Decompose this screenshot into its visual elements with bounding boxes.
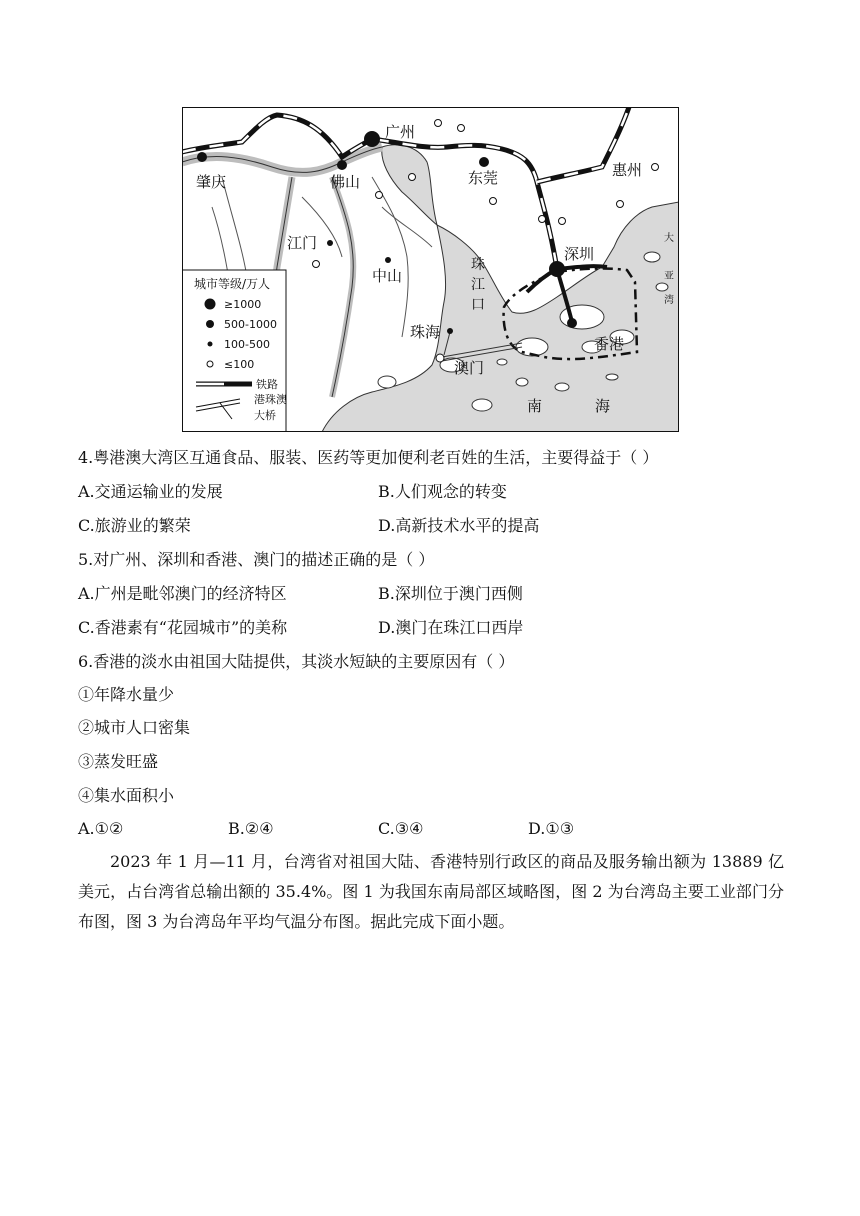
legend-railway: 铁路 bbox=[256, 378, 278, 391]
question-6-item-4: ④集水面积小 bbox=[78, 786, 175, 805]
guangzhou-marker bbox=[364, 131, 380, 147]
water-label-dayawan: 亚 bbox=[664, 271, 674, 282]
legend-title: 城市等级/万人 bbox=[194, 277, 271, 291]
question-6-stem: 6.香港的淡水由祖国大陆提供，其淡水短缺的主要原因有（ ） bbox=[78, 652, 515, 671]
legend-tier1: ≥1000 bbox=[224, 298, 262, 311]
water-label-zhujiangkou: 珠 bbox=[471, 257, 485, 273]
city-label-foshan: 佛山 bbox=[330, 173, 361, 191]
water-label-nanhai: 海 bbox=[595, 397, 611, 415]
legend-bridge: 港珠澳 bbox=[254, 393, 287, 406]
question-6-item-3: ③蒸发旺盛 bbox=[78, 752, 159, 771]
water-label-zhujiangkou: 口 bbox=[471, 297, 485, 313]
question-4-option-c[interactable]: C.旅游业的繁荣 bbox=[78, 516, 191, 535]
city-label-aomen: 澳门 bbox=[454, 359, 485, 377]
foshan-marker bbox=[337, 160, 347, 170]
water-label-dayawan: 大 bbox=[664, 233, 674, 244]
question-4-stem: 4.粤港澳大湾区互通食品、服装、医药等更加便利老百姓的生活，主要得益于（ ） bbox=[78, 448, 659, 467]
question-4-option-d[interactable]: D.高新技术水平的提高 bbox=[378, 516, 540, 535]
question-5-option-b[interactable]: B.深圳位于澳门西侧 bbox=[378, 584, 523, 603]
water-label-zhujiangkou: 江 bbox=[471, 277, 485, 293]
shenzhen-marker bbox=[549, 261, 565, 277]
zhuhai-marker bbox=[447, 328, 453, 334]
city-label-jiangmen: 江门 bbox=[287, 234, 318, 252]
aomen-marker bbox=[436, 354, 444, 362]
pearl-river-delta-map bbox=[182, 107, 679, 432]
city-label-dongguan: 东莞 bbox=[468, 169, 499, 187]
legend-tier4: ≤100 bbox=[224, 358, 255, 371]
question-6-option-c[interactable]: C.③④ bbox=[378, 819, 424, 838]
water-label-nanhai: 南 bbox=[527, 397, 543, 415]
zhaoqing-marker bbox=[197, 152, 207, 162]
map-legend bbox=[182, 270, 287, 432]
question-5-option-a[interactable]: A.广州是毗邻澳门的经济特区 bbox=[78, 584, 287, 603]
question-6-item-1: ①年降水量少 bbox=[78, 685, 175, 704]
city-label-zhuhai: 珠海 bbox=[410, 323, 441, 341]
question-6-option-d[interactable]: D.①③ bbox=[528, 819, 575, 838]
dongguan-marker bbox=[479, 157, 489, 167]
question-5-option-c[interactable]: C.香港素有“花园城市”的美称 bbox=[78, 618, 288, 637]
city-label-zhaoqing: 肇庆 bbox=[196, 173, 227, 191]
city-label-zhongshan: 中山 bbox=[372, 267, 403, 285]
legend-bridge: 大桥 bbox=[254, 409, 276, 422]
question-6-item-2: ②城市人口密集 bbox=[78, 718, 191, 737]
legend-tier2: 500-1000 bbox=[224, 318, 277, 331]
question-5-stem: 5.对广州、深圳和香港、澳门的描述正确的是（ ） bbox=[78, 550, 435, 569]
question-6-option-b[interactable]: B.②④ bbox=[228, 819, 274, 838]
question-4-option-a[interactable]: A.交通运输业的发展 bbox=[78, 482, 223, 501]
city-label-xianggang: 香港 bbox=[594, 335, 625, 353]
question-4-option-b[interactable]: B.人们观念的转变 bbox=[378, 482, 507, 501]
passage-paragraph: 2023 年 1 月—11 月，台湾省对祖国大陆、香港特别行政区的商品及服务输出额为 13889 亿美元，占台湾省总输出额的 35.4%。图 1 为我国东南局部区域略图，图 2 为台湾岛主要工业部门分布图，图 3 为台湾岛年平均气温分布图。据此完成下面小题。 bbox=[78, 852, 784, 931]
city-label-huizhou: 惠州 bbox=[612, 161, 643, 179]
question-5-option-d[interactable]: D.澳门在珠江口西岸 bbox=[378, 618, 524, 637]
question-6-option-a[interactable]: A.①② bbox=[78, 819, 124, 838]
jiangmen-marker bbox=[327, 240, 333, 246]
water-label-dayawan: 湾 bbox=[664, 295, 674, 306]
zhongshan-marker bbox=[385, 257, 391, 263]
city-label-shenzhen: 深圳 bbox=[564, 245, 595, 263]
city-label-guangzhou: 广州 bbox=[385, 123, 416, 141]
legend-tier3: 100-500 bbox=[224, 338, 270, 351]
xianggang-marker bbox=[567, 318, 577, 328]
